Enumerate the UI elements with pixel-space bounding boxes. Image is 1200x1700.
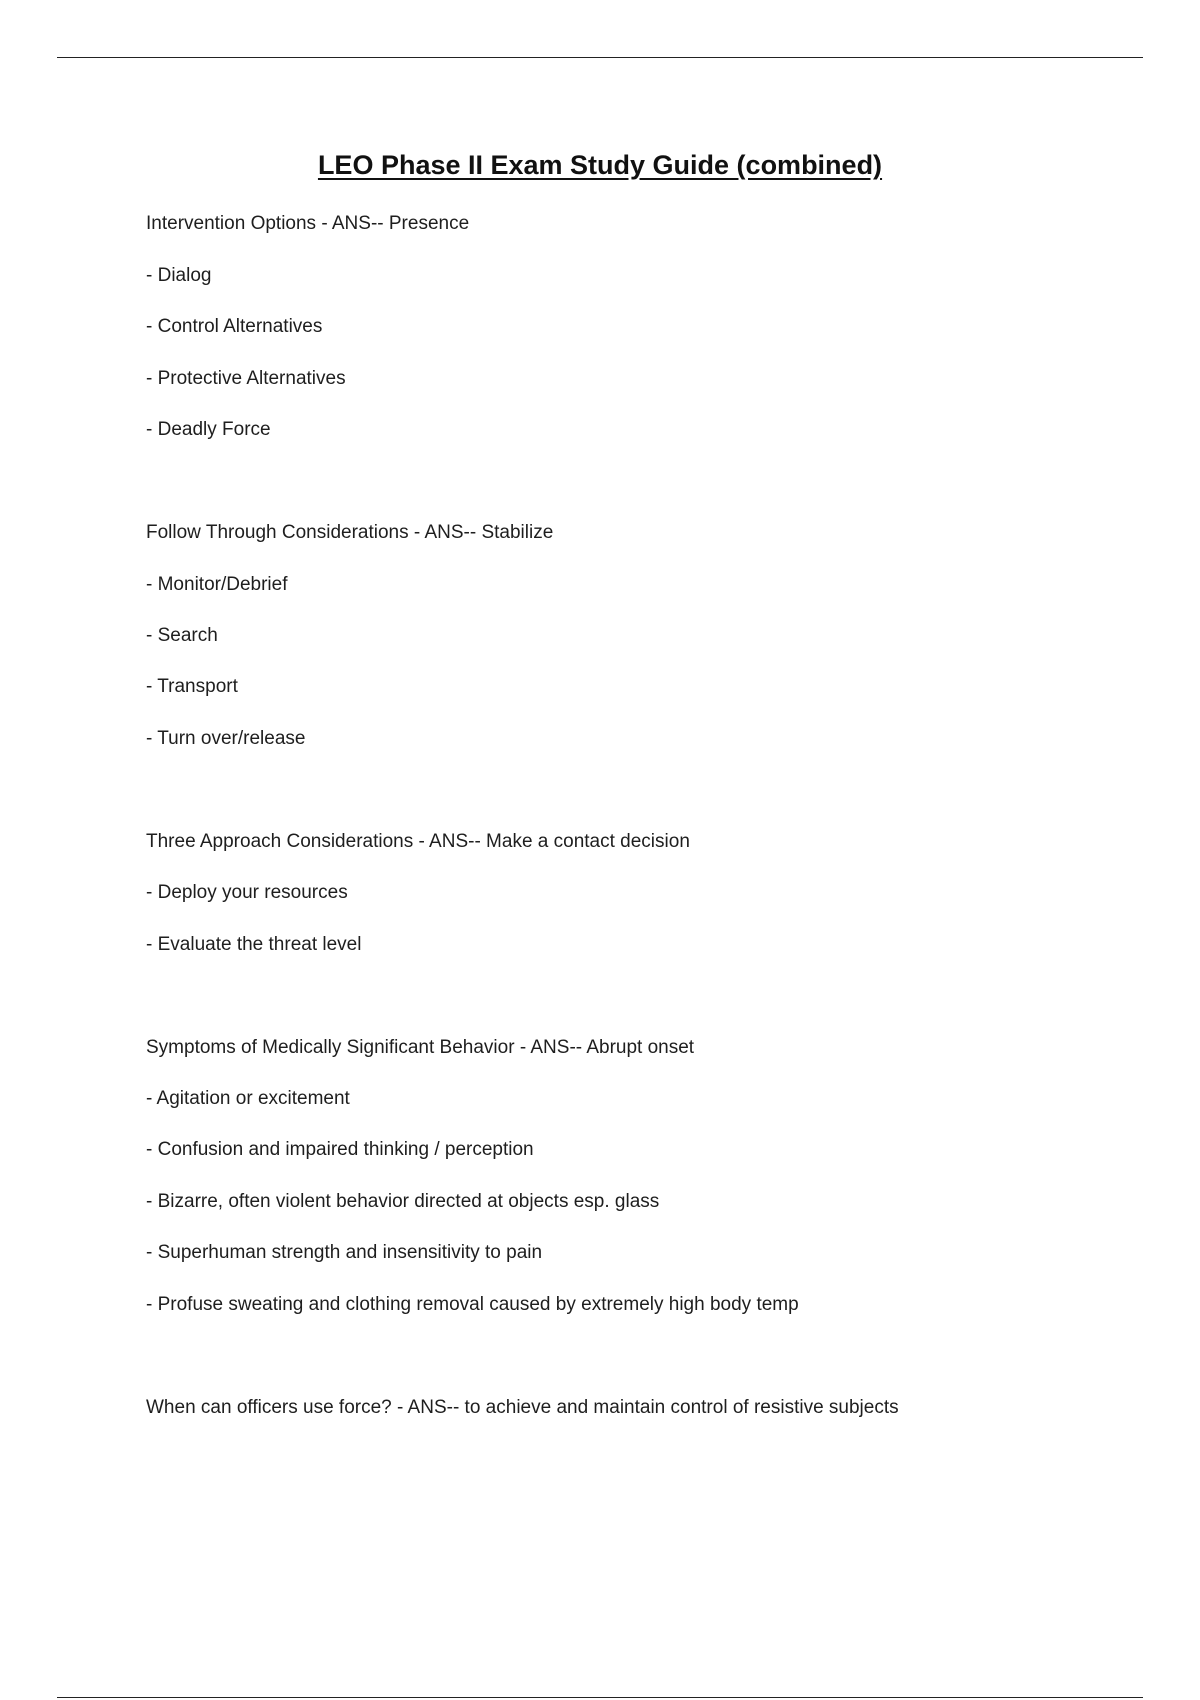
list-item: - Protective Alternatives	[146, 368, 346, 389]
list-item: - Deploy your resources	[146, 882, 348, 903]
bottom-divider	[57, 1697, 1143, 1698]
section-question: When can officers use force? - ANS-- to achieve and maintain control of resistive subjects	[146, 1397, 899, 1418]
list-item: - Bizarre, often violent behavior directed at objects esp. glass	[146, 1191, 660, 1212]
section-question: Three Approach Considerations - ANS-- Make a contact decision	[146, 831, 690, 852]
list-item: - Agitation or excitement	[146, 1088, 350, 1109]
list-item: - Profuse sweating and clothing removal caused by extremely high body temp	[146, 1294, 799, 1315]
top-divider	[57, 57, 1143, 58]
list-item: - Search	[146, 625, 218, 646]
list-item: - Transport	[146, 676, 238, 697]
document-title: LEO Phase II Exam Study Guide (combined)	[317, 150, 883, 180]
list-item: - Control Alternatives	[146, 316, 323, 337]
section-question: Symptoms of Medically Significant Behavior - ANS-- Abrupt onset	[146, 1037, 695, 1058]
list-item: - Superhuman strength and insensitivity to pain	[146, 1242, 543, 1263]
list-item: - Confusion and impaired thinking / perception	[146, 1139, 534, 1160]
list-item: - Turn over/release	[146, 728, 306, 749]
section-question: Intervention Options - ANS-- Presence	[146, 213, 470, 234]
list-item: - Dialog	[146, 265, 212, 286]
section-question: Follow Through Considerations - ANS-- Stabilize	[146, 522, 554, 543]
list-item: - Deadly Force	[146, 419, 271, 440]
list-item: - Evaluate the threat level	[146, 934, 362, 955]
list-item: - Monitor/Debrief	[146, 574, 288, 595]
